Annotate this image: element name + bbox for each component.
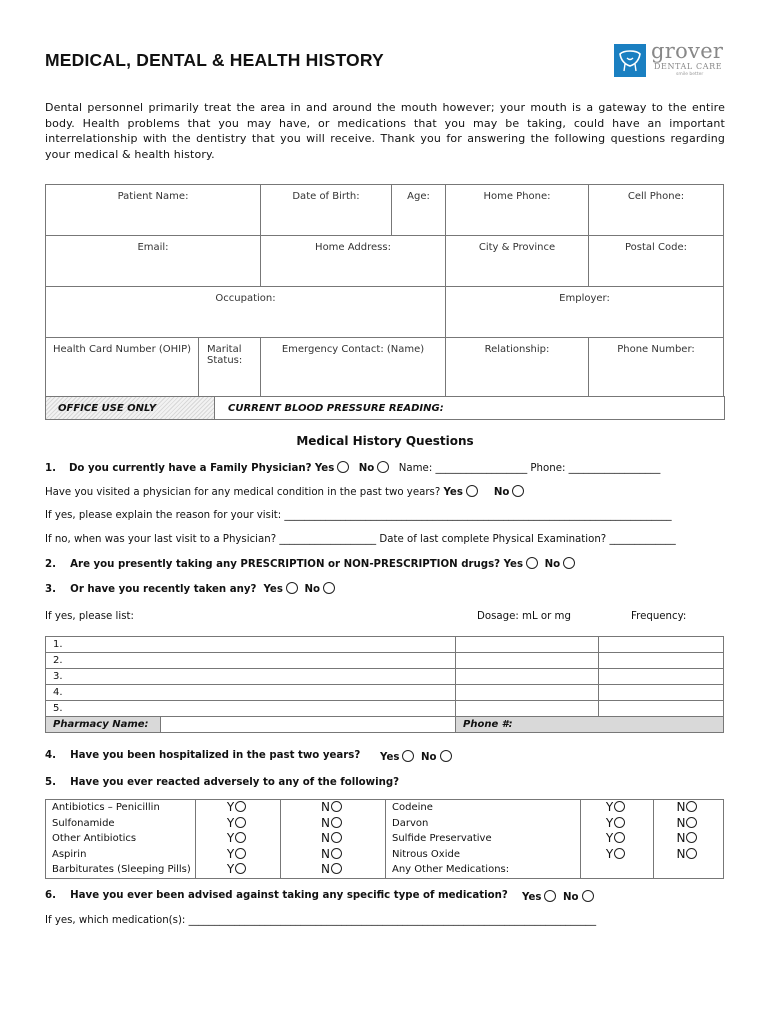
home-phone-field[interactable] bbox=[446, 204, 589, 236]
q6-number: 6. bbox=[45, 890, 56, 901]
dob-field[interactable] bbox=[261, 204, 392, 235]
q1-visited-text: Have you visited a physician for any medical condition in the past two years? bbox=[45, 487, 441, 498]
q5-number: 5. bbox=[45, 777, 56, 788]
health-card-label: Health Card Number (OHIP) bbox=[52, 344, 192, 355]
q4-text: Have you been hospitalized in the past two years? bbox=[70, 750, 361, 761]
q6-yes-radio[interactable] bbox=[544, 890, 556, 902]
q6-options bbox=[522, 890, 597, 903]
logo-tagline: smile better bbox=[676, 72, 704, 77]
occupation-field[interactable] bbox=[46, 306, 446, 338]
q6-text: Have you ever been advised against taking any specific type of medication? bbox=[70, 890, 508, 901]
yes-label: Y bbox=[605, 800, 614, 814]
page-title: MEDICAL, DENTAL & HEALTH HISTORY bbox=[45, 50, 384, 70]
no-label: N bbox=[676, 800, 686, 814]
q4-yes-label: Yes bbox=[380, 752, 400, 763]
age-field[interactable] bbox=[392, 204, 445, 235]
q1-visited-yes-label: Yes bbox=[443, 487, 463, 498]
no-label: N bbox=[321, 862, 330, 876]
q3-dosage-label: Dosage: mL or mg bbox=[477, 611, 571, 622]
reaction-item: Darvon bbox=[392, 817, 429, 829]
reaction-no-radio[interactable] bbox=[686, 817, 697, 828]
med-dosage-cell[interactable] bbox=[456, 685, 599, 701]
cell-phone-label: Cell Phone: bbox=[589, 185, 724, 205]
q1-no-label: No bbox=[358, 463, 375, 474]
q1-last-visit-line[interactable]: If no, when was your last visit to a Physician? ___________________ Date of last complete Physical Examination? _____________ bbox=[45, 534, 676, 545]
intro-paragraph: Dental personnel primarily treat the area in and around the mouth however; your mouth is a gateway to the entire body. Health problems that you may have, or medications that you may be taking, could have an important interrelationship with the dentistry that you will receive. Thank you for answering the following questions regarding your medical & health history. bbox=[45, 101, 725, 161]
med-row[interactable]: 4. bbox=[46, 685, 456, 701]
phone-number-cell[interactable] bbox=[589, 338, 724, 397]
reaction-yes-radio[interactable] bbox=[235, 801, 246, 812]
q1-yes-radio[interactable] bbox=[337, 461, 349, 473]
emergency-contact-label: Emergency Contact: (Name) bbox=[281, 344, 425, 355]
dob-label: Date of Birth: bbox=[261, 185, 392, 204]
med-row[interactable]: 2. bbox=[46, 653, 456, 669]
q4-yes-radio[interactable] bbox=[402, 750, 414, 762]
q2-yes-radio[interactable] bbox=[526, 557, 538, 569]
tooth-logo-icon bbox=[614, 44, 646, 77]
question-5 bbox=[45, 777, 399, 788]
reaction-yes-radio[interactable] bbox=[235, 817, 246, 828]
reaction-no-radio[interactable] bbox=[686, 832, 697, 843]
cell-phone-field[interactable] bbox=[589, 204, 724, 236]
home-address-label: Home Address: bbox=[261, 236, 446, 256]
q4-number: 4. bbox=[45, 750, 56, 761]
no-label: N bbox=[321, 800, 330, 814]
question-6 bbox=[45, 890, 508, 901]
med-frequency-cell[interactable] bbox=[599, 653, 724, 669]
question-4 bbox=[45, 750, 360, 761]
employer-label: Employer: bbox=[446, 287, 724, 307]
reaction-no-radio[interactable] bbox=[686, 801, 697, 812]
office-use-bar bbox=[45, 396, 725, 420]
marital-status-cell[interactable] bbox=[199, 338, 261, 397]
reaction-no-radio[interactable] bbox=[686, 848, 697, 859]
reaction-item[interactable]: Any Other Medications: bbox=[392, 864, 510, 875]
q2-no-radio[interactable] bbox=[563, 557, 575, 569]
med-frequency-cell[interactable] bbox=[599, 637, 724, 653]
patient-name-label: Patient Name: bbox=[46, 185, 261, 205]
email-field[interactable] bbox=[46, 255, 261, 287]
q1-yes-label: Yes bbox=[314, 463, 335, 474]
reaction-no-radio[interactable] bbox=[331, 863, 342, 874]
q3-number: 3. bbox=[45, 584, 56, 595]
med-row[interactable]: 3. bbox=[46, 669, 456, 685]
patient-name-field[interactable] bbox=[46, 204, 261, 236]
med-frequency-cell[interactable] bbox=[599, 701, 724, 717]
q4-no-radio[interactable] bbox=[440, 750, 452, 762]
reaction-yes-radio[interactable] bbox=[235, 848, 246, 859]
city-province-field[interactable] bbox=[446, 255, 589, 287]
reaction-item: Barbiturates (Sleeping Pills) bbox=[52, 864, 191, 875]
reactions-table bbox=[45, 799, 724, 879]
phone-number-label: Phone Number: bbox=[617, 344, 695, 355]
company-logo bbox=[614, 39, 726, 80]
relationship-cell[interactable] bbox=[446, 338, 589, 397]
q1-text: Do you currently have a Family Physician? bbox=[68, 463, 312, 474]
logo-wordmark: grover bbox=[651, 39, 724, 63]
reaction-item: Codeine bbox=[392, 802, 433, 813]
reaction-no-radio[interactable] bbox=[331, 832, 342, 843]
reaction-left-items bbox=[46, 800, 196, 879]
q2-yes-label: Yes bbox=[503, 559, 524, 570]
q2-number: 2. bbox=[45, 559, 56, 570]
yes-label: Y bbox=[226, 800, 235, 814]
health-card-cell[interactable] bbox=[46, 338, 199, 397]
med-dosage-cell[interactable] bbox=[456, 701, 599, 717]
q6-no-label: No bbox=[562, 892, 579, 903]
yes-label: Y bbox=[226, 831, 235, 845]
office-use-label: OFFICE USE ONLY bbox=[58, 403, 157, 414]
postal-code-label: Postal Code: bbox=[589, 236, 724, 256]
med-dosage-cell[interactable] bbox=[456, 637, 599, 653]
q1-reason-line[interactable]: If yes, please explain the reason for your visit: ____________________________________________________________________________ bbox=[45, 510, 672, 521]
med-row[interactable]: 5. bbox=[46, 701, 456, 717]
reaction-no-radio[interactable] bbox=[331, 817, 342, 828]
reaction-yes-radio[interactable] bbox=[614, 832, 625, 843]
occupation-label: Occupation: bbox=[46, 287, 446, 307]
no-label: N bbox=[676, 815, 686, 830]
emergency-contact-cell[interactable] bbox=[261, 338, 446, 397]
q3-yes-radio[interactable] bbox=[286, 582, 298, 594]
logo-subtitle: DENTAL CARE bbox=[654, 62, 723, 71]
reaction-yes-radio[interactable] bbox=[614, 801, 625, 812]
age-label: Age: bbox=[407, 191, 430, 202]
reaction-yes-radio[interactable] bbox=[235, 863, 246, 874]
reaction-right-items bbox=[386, 800, 581, 879]
q3-list-label: If yes, please list: bbox=[45, 611, 134, 622]
marital-status-label: Marital Status: bbox=[207, 344, 243, 366]
q3-text: Or have you recently taken any? bbox=[70, 584, 257, 595]
employer-field[interactable] bbox=[446, 306, 724, 338]
q6-no-radio[interactable] bbox=[582, 890, 594, 902]
q1-visited-no-label: No bbox=[493, 487, 510, 498]
reaction-yes-radio[interactable] bbox=[614, 817, 625, 828]
question-2 bbox=[45, 557, 578, 570]
home-address-field[interactable] bbox=[261, 255, 446, 287]
yes-label: Y bbox=[605, 846, 614, 861]
pharmacy-name-label: Pharmacy Name: bbox=[46, 717, 161, 733]
question-3 bbox=[45, 582, 338, 595]
pharmacy-name-field[interactable] bbox=[161, 717, 456, 733]
reaction-right-yes-column bbox=[581, 800, 654, 879]
reaction-yes-radio[interactable] bbox=[614, 848, 625, 859]
q1-visited bbox=[45, 485, 527, 498]
q2-text: Are you presently taking any PRESCRIPTION or NON-PRESCRIPTION drugs? bbox=[70, 559, 501, 570]
blood-pressure-label: CURRENT BLOOD PRESSURE READING: bbox=[228, 403, 444, 414]
email-label: Email: bbox=[46, 236, 261, 256]
q4-options bbox=[380, 750, 455, 763]
home-phone-label: Home Phone: bbox=[446, 185, 589, 205]
med-dosage-cell[interactable] bbox=[456, 669, 599, 685]
q3-no-label: No bbox=[304, 584, 320, 595]
q1-visited-no-radio[interactable] bbox=[512, 485, 524, 497]
q3-frequency-label: Frequency: bbox=[631, 611, 687, 622]
no-label: N bbox=[321, 815, 330, 830]
reaction-item: Sulfonamide bbox=[52, 817, 115, 829]
yes-label: Y bbox=[226, 815, 235, 830]
no-label: N bbox=[676, 846, 686, 861]
reaction-item: Nitrous Oxide bbox=[392, 848, 460, 860]
reaction-yes-radio[interactable] bbox=[235, 832, 246, 843]
no-label: N bbox=[321, 846, 330, 861]
q6-yes-label: Yes bbox=[522, 892, 542, 903]
reaction-left-yes-column bbox=[196, 800, 281, 879]
section-title: Medical History Questions bbox=[296, 434, 474, 448]
reaction-item: Other Antibiotics bbox=[52, 833, 137, 844]
no-label: N bbox=[676, 831, 686, 845]
postal-code-field[interactable] bbox=[589, 255, 724, 287]
q3-yes-label: Yes bbox=[263, 584, 283, 595]
relationship-label: Relationship: bbox=[484, 344, 550, 355]
medication-list-table bbox=[45, 636, 724, 733]
med-frequency-cell[interactable] bbox=[599, 685, 724, 701]
q5-text: Have you ever reacted adversely to any of the following? bbox=[70, 777, 400, 788]
question-1 bbox=[45, 461, 660, 474]
yes-label: Y bbox=[226, 846, 235, 861]
q4-no-label: No bbox=[420, 752, 437, 763]
q2-no-label: No bbox=[544, 559, 561, 570]
yes-label: Y bbox=[226, 862, 235, 876]
pharmacy-phone-label[interactable]: Phone #: bbox=[456, 717, 724, 733]
q6-which-line[interactable]: If yes, which medication(s): ________________________________________________________________________________ bbox=[45, 915, 597, 926]
reaction-left-no-column bbox=[281, 800, 386, 879]
reaction-no-radio[interactable] bbox=[331, 801, 342, 812]
yes-label: Y bbox=[605, 831, 614, 845]
no-label: N bbox=[321, 831, 330, 845]
med-row[interactable]: 1. bbox=[46, 637, 456, 653]
reaction-item: Aspirin bbox=[52, 848, 87, 860]
reaction-item: Sulfide Preservative bbox=[392, 833, 492, 844]
q1-visited-yes-radio[interactable] bbox=[466, 485, 478, 497]
med-dosage-cell[interactable] bbox=[456, 653, 599, 669]
med-frequency-cell[interactable] bbox=[599, 669, 724, 685]
q1-no-radio[interactable] bbox=[377, 461, 389, 473]
reaction-no-radio[interactable] bbox=[331, 848, 342, 859]
patient-info-table bbox=[45, 184, 724, 397]
q1-number: 1. bbox=[45, 463, 56, 474]
q3-no-radio[interactable] bbox=[323, 582, 335, 594]
q1-name-phone-line[interactable]: Name: __________________ Phone: __________________ bbox=[398, 463, 661, 474]
reaction-right-no-column bbox=[654, 800, 724, 879]
city-province-label: City & Province bbox=[446, 236, 589, 256]
reaction-item: Antibiotics – Penicillin bbox=[52, 802, 160, 813]
yes-label: Y bbox=[605, 815, 614, 830]
